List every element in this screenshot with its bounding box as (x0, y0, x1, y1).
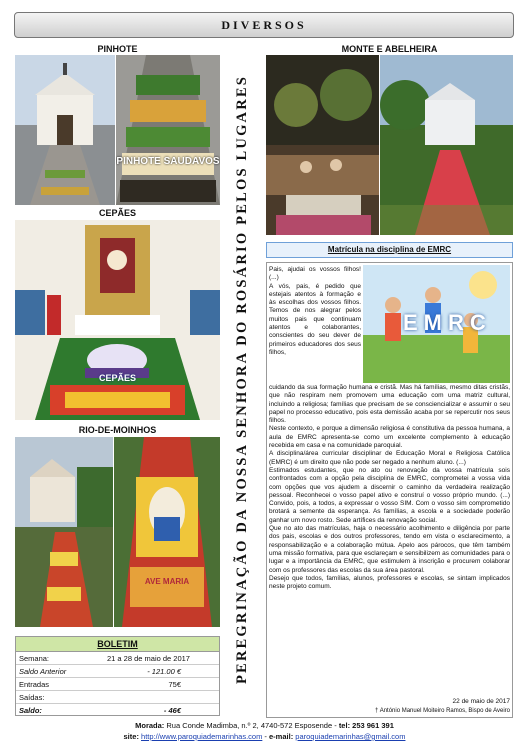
emrc-paragraph: Neste contexto, e porque a dimensão religiosa é constitutiva da pessoa humana, a aula de EMRC apresenta-se como um excelente complemento à educação recebida em casa e na comunidade paroquial. (269, 425, 510, 450)
emrc-title: Matrícula na disciplina de EMRC (266, 242, 513, 258)
emrc-paragraph: A disciplina/área curricular disciplinar de Educação Moral e Religiosa Católica (EMRC) é um direito que não pode ser negado a nenhum aluno. (...) (269, 450, 510, 466)
photo-abelheira-carpet (380, 55, 513, 235)
photo-pinhote-chapel (15, 55, 115, 205)
emrc-paragraph: A vós, pais, é pedido que estejais atentos à formação e às escolhas dos vossos filhos. Temos de nos alegrar pelos muitos pais que continuam atentos e colaborantes, conscientes do seu dever de primeiros educadores dos seus filhos, (269, 282, 361, 356)
section-banner (14, 12, 514, 38)
caption-monte-abelheira: MONTE E ABELHEIRA (341, 44, 438, 54)
rio-carpet-text: AVE MARIA (144, 577, 190, 586)
boletim-value: - 46€ (163, 706, 181, 715)
boletim-title: BOLETIM (16, 637, 219, 652)
boletim-row (16, 704, 219, 717)
emrc-image-label: EMRC (403, 310, 492, 335)
caption-cepaes: CEPÃES (98, 208, 136, 218)
boletim-label: Entradas (19, 680, 50, 689)
vertical-title: PEREGRINAÇÃO DA NOSSA SENHORA DO ROSÁRIO PELOS LUGARES (234, 74, 251, 684)
boletim-label: Saldo Anterior (19, 667, 67, 676)
boletim-value: - 121.00 € (147, 667, 181, 676)
footer-site-label: site: (123, 732, 139, 741)
emrc-paragraph: Que no ato das matrículas, haja o necessário acolhimento e diligência por parte dos pais, escolas e dos outros professores, tendo em vista o esclarecimento, a responsabilização e a colaboração mútua. Apelo aos párocos, que têm também uma missão formativa, para que esclareçam e sensibilizem as comunidades para o lugar e a importância da EMRC, que estimulem à inscrição e procurem colaborar com os professores das escolas da sua área pastoral. (269, 525, 510, 574)
emrc-paragraph: Estimados estudantes, que no ato ou renovação da vossa matrícula sois confrontados com a opção pela disciplina de EMRC, comprometei a vossa vida com opções que vos ajudem a discernir o caminho da verdadeira realização pessoal. Reconhecei o vosso papel ativo e construí o vosso próprio mundo. (...) Convido, pois, a todos, a expressar o vosso SIM. Com o vosso sim comprometido brotará a semente da esperança. As famílias, a escola e a sociedade poderão ganhar um novo rosto. Sede artífices da renovação social. (269, 466, 510, 524)
boletim-value: 21 a 28 de maio de 2017 (107, 654, 190, 663)
photo-cepaes-altar (15, 220, 220, 420)
footer-morada-label: Morada: (135, 721, 165, 730)
boletim-row (16, 691, 219, 704)
emrc-paragraph: Pais, ajudai os vossos filhos! (...) (269, 266, 361, 282)
boletim-row (16, 665, 219, 678)
emrc-date: 22 de maio de 2017 (452, 698, 510, 705)
emrc-paragraph: cuidando da sua formação humana e cristã. Mas há famílias, mesmo ditas cristãs, que não respiram nem promovem uma educação com uma matriz cultural, incluindo a religiosa; famílias que precisam de se consciencializar e assumir o seu papel no processo educativo, pois esta demissão acaba por se repercutir nos seus filhos. (269, 384, 510, 425)
boletim-label: Saídas: (19, 693, 45, 702)
emrc-text-wide (269, 384, 510, 591)
emrc-signature: † António Manuel Moiteiro Ramos, Bispo de Aveiro (375, 708, 510, 714)
footer-phone: 253 961 391 (352, 721, 394, 730)
footer-email-label: e-mail: (269, 732, 294, 741)
photo-monte-night (266, 55, 379, 235)
boletim-row (16, 678, 219, 691)
vertical-title-wrap (232, 58, 254, 700)
caption-rio-de-moinhos: RIO-DE-MOINHOS (78, 425, 157, 435)
photo-rio-carpet (114, 437, 220, 627)
boletim-value: 75€ (168, 680, 181, 689)
caption-pinhote: PINHOTE (97, 44, 138, 54)
footer-tel-label: tel: (338, 721, 351, 730)
footer-site-link[interactable]: http://www.paroquiademarinhas.com (141, 732, 263, 741)
emrc-paragraph: Desejo que todos, famílias, alunos, professores e escolas, se sintam implicados neste projeto comum. (269, 574, 510, 591)
footer-address: Rua Conde Madimba, n.º 2, 4740-572 Esposende (166, 721, 333, 730)
photo-rio-chapel (15, 437, 113, 627)
pinhote-carpet-text: PINHOTE SAUDAVOS (116, 156, 220, 167)
boletim-label: Saldo: (19, 706, 42, 715)
photo-pinhote-carpet (116, 55, 220, 205)
boletim-value (107, 691, 216, 703)
boletim-label: Semana: (19, 654, 50, 663)
emrc-text-narrow (269, 266, 361, 357)
footer-email-link[interactable]: paroquiademarinhas@gmail.com (295, 732, 406, 741)
section-title: DIVERSOS (221, 17, 307, 32)
boletim-row (16, 652, 219, 665)
emrc-image (363, 265, 510, 383)
footer: Morada: Rua Conde Madimba, n.º 2, 4740-572 Esposende - tel: 253 961 391 site: http://www.paroquiademarinhas.com - e-mail: paroquiademarinhas@gmail.com (123, 721, 406, 741)
cepaes-carpet-text: CEPÃES (98, 373, 136, 383)
boletim-table (15, 636, 220, 716)
